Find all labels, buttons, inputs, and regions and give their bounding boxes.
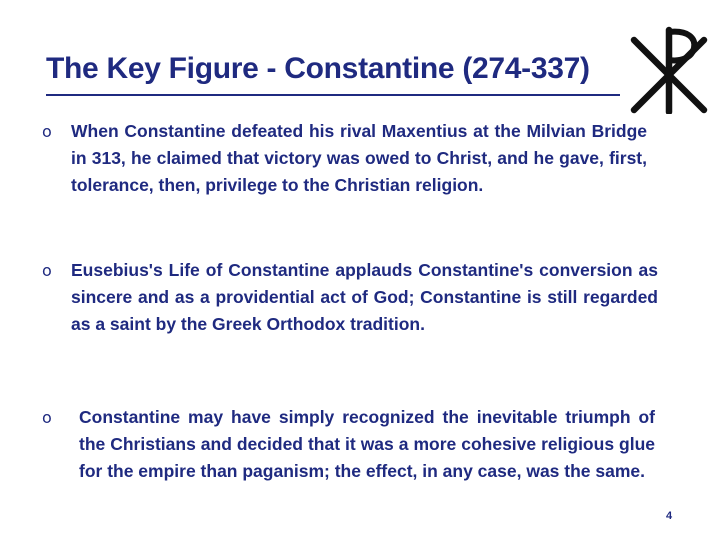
slide-title: The Key Figure - Constantine (274-337) (46, 52, 590, 85)
bullet-text: When Constantine defeated his rival Maxentius at the Milvian Bridge in 313, he claimed that victory was owed to Christ, and he gave, first, tolerance, then, privilege to the Christian religion. (71, 121, 647, 195)
bullet-item-1 (42, 118, 652, 230)
bullet-marker: o (42, 122, 52, 141)
bullet-item-3 (42, 404, 662, 516)
bullet-marker: o (42, 408, 52, 427)
title-underline (46, 94, 620, 96)
chi-rho-icon (626, 26, 712, 114)
page-number: 4 (666, 510, 673, 522)
bullet-marker: o (42, 261, 52, 280)
bullet-item-2 (42, 257, 662, 369)
bullet-text: Eusebius's Life of Constantine applauds Constantine's conversion as sincere and as a providential act of God; Constantine is still regarded as a saint by the Greek Orthodox tradition. (71, 260, 658, 334)
bullet-text: Constantine may have simply recognized the inevitable triumph of the Christians and decided that it was a more cohesive religious glue for the empire than paganism; the effect, in any case, was the same. (79, 407, 655, 481)
